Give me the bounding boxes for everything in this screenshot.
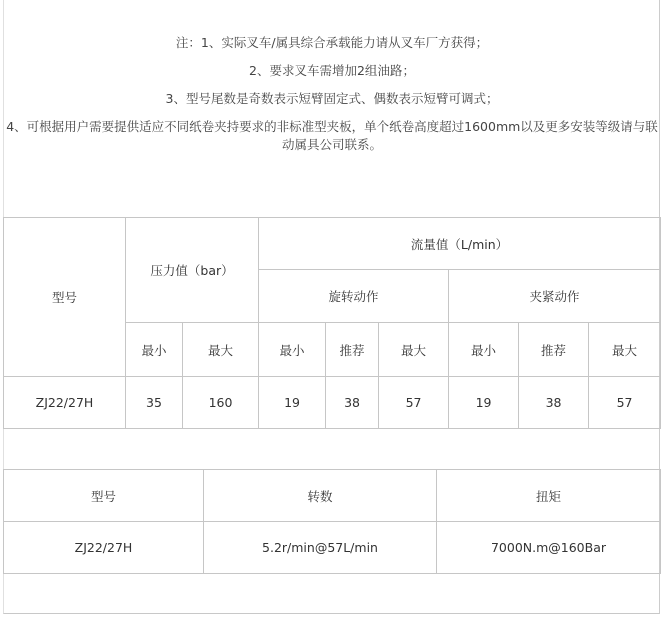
rotation-recommended-header: 推荐 — [326, 323, 379, 377]
pressure-min-cell: 35 — [126, 377, 183, 429]
pressure-header: 压力值（bar） — [126, 218, 259, 323]
note-1: 注：1、实际叉车/属具综合承载能力请从叉车厂方获得； — [175, 35, 489, 50]
pressure-max-cell: 160 — [183, 377, 259, 429]
flow-header: 流量值（L/min） — [259, 218, 661, 270]
rotation-recommended-cell: 38 — [326, 377, 379, 429]
model-cell: ZJ22/27H — [4, 522, 204, 574]
note-3: 3、型号尾数是奇数表示短臂固定式、偶数表示短臂可调式； — [165, 91, 499, 106]
header-row — [4, 470, 661, 522]
rotation-min-header: 最小 — [259, 323, 326, 377]
pressure-min-header: 最小 — [126, 323, 183, 377]
clamp-recommended-cell: 38 — [519, 377, 589, 429]
rotation-max-header: 最大 — [379, 323, 449, 377]
model-header: 型号 — [4, 218, 126, 377]
note-4: 4、可根据用户需要提供适应不同纸卷夹持要求的非标准型夹板，单个纸卷高度超过1600mm以及更多安装等级请与联动属具公司联系。 — [6, 119, 658, 152]
clamp-min-cell: 19 — [449, 377, 519, 429]
rotation-header: 旋转动作 — [259, 270, 449, 323]
rotation-min-cell: 19 — [259, 377, 326, 429]
clamp-max-cell: 57 — [589, 377, 661, 429]
note-2: 2、要求叉车需增加2组油路； — [249, 63, 415, 78]
clamp-recommended-header: 推荐 — [519, 323, 589, 377]
torque-cell: 7000N.m@160Bar — [437, 522, 661, 574]
torque-header: 扭矩 — [437, 470, 661, 522]
model-cell: ZJ22/27H — [4, 377, 126, 429]
spec-table — [3, 217, 661, 429]
clamp-header: 夹紧动作 — [449, 270, 661, 323]
speed-cell: 5.2r/min@57L/min — [204, 522, 437, 574]
clamp-min-header: 最小 — [449, 323, 519, 377]
speed-header: 转数 — [204, 470, 437, 522]
pressure-max-header: 最大 — [183, 323, 259, 377]
model-header: 型号 — [4, 470, 204, 522]
rotation-max-cell: 57 — [379, 377, 449, 429]
performance-table — [3, 469, 661, 574]
clamp-max-header: 最大 — [589, 323, 661, 377]
table-row — [4, 522, 661, 574]
table-row — [4, 377, 661, 429]
